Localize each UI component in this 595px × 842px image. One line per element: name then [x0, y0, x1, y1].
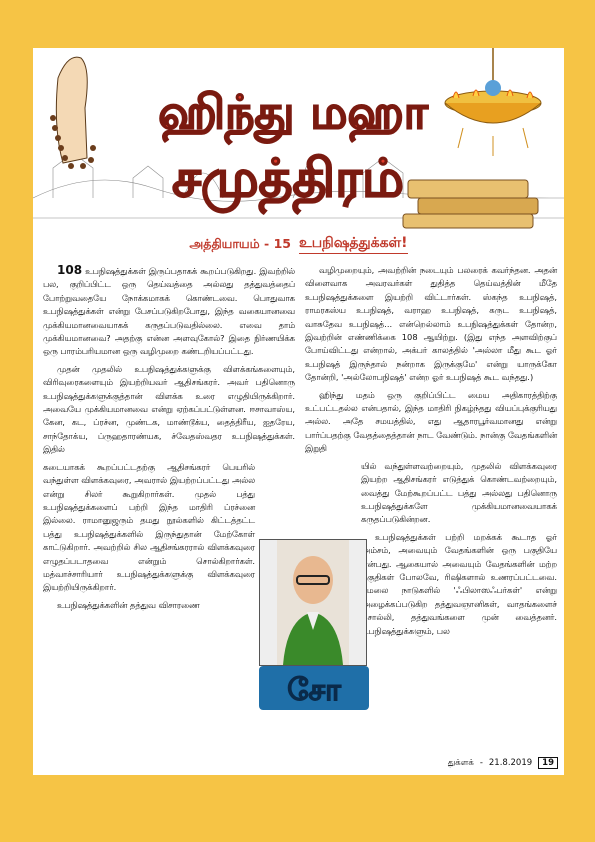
paragraph-wrap	[43, 461, 255, 612]
page-number: 19	[538, 757, 558, 769]
praying-hand-icon	[50, 57, 96, 169]
article-page	[33, 48, 564, 775]
paragraph: உபநிஷத்துக்களின் தத்துவ விசாரணை	[57, 599, 200, 610]
paragraph: 108 உபநிஷத்துக்கள் இருப்பதாகக் கூறப்படுகிறது. இவற்றில் பல, குறிப்பிட்ட ஒரு தெய்வத்தை அல்லது தத்துவத்தைப் போற்றுவதையே நோக்கமாகக் கொண்டவை. பொதுவாக உபநிஷத்துக்கள் என்று பேசப்படுகிறபோது, இந்த வகையானவை முக்கியமானவையாகக் கருதப்படுவதில்லை. எவை தாம் முக்கியமானவை? அதற்கு என்ன அளவுகோல்? இதை நிர்ணயிக்க ஒரு பாரம்பரியமான ஒரு வழிமுறை கண்டறியப்பட்டது.	[43, 263, 295, 357]
paragraph: முதன் முதலில் உபநிஷத்துக்களுக்கு விளக்கங்களையும், விரிவுரைகளையும் இயற்றியவர் ஆதிசங்கரர். அவர் பதினொரு உபநிஷத்துக்களுக்குத்தான் விளக்க உரை எழுதியிருக்கிறார். அவையே முக்கியமானவை என்று ஏற்கப்பட்டுள்ளன. ஈசாவாஸ்ய, கேன, கட, ப்ரச்ன, முண்டக, மாண்டூக்ய, தைத்திரீய, ஐதரேய, சாந்தோக்ய, ப்ருஹதாரண்யக, ச்வேதஸ்வதர உபநிஷத்துக்கள். இதில்	[43, 363, 295, 455]
lead-number: 108	[57, 263, 83, 277]
title-banner	[33, 48, 564, 233]
page-footer: துக்ளக் - 21.8.2019 19	[448, 757, 558, 769]
svg-text:சோ: சோ	[287, 673, 341, 708]
left-column	[43, 264, 295, 616]
chapter-number: அத்தியாயம் - 15	[189, 235, 291, 251]
magazine-name: துக்ளக்	[447, 757, 474, 768]
chapter-heading	[33, 234, 564, 254]
signature-logo	[259, 666, 369, 710]
paragraph: ஹிந்து மதம் ஒரு குறிப்பிட்ட மைய அதிகாரத்திற்கு உட்பட்டதல்ல என்பதால், இந்த மாதிரி நிகழ்ந்தது வியப்புக்குரியது அல்ல. அதே சமயத்தில், எது ஆதாரபூர்வமானது என்று பார்ப்பதற்கு வேதத்தைத்தான் நாட வேண்டும். நான்கு வேதங்களின் இறுதி	[305, 389, 557, 454]
paragraph: வழிமுறையும், அவற்றின் நடையும் பலரைக் கவர்ந்தன. அதன் விளைவாக அவரவர்கள் துதித்த தெய்வத்தின் மீதே உபநிஷத்துக்களை இயற்றி விட்டார்கள். ஸ்கந்த உபநிஷத், ராமரகஸ்ய உபநிஷத், வராஹ உபநிஷத், கருட உபநிஷத், வாசுதேவ உபநிஷத்... என்றெல்லாம் உபநிஷத்துக்கள் தோன்ற, இவற்றின் எண்ணிக்கை 108 ஆயிற்று. (இது எந்த அளவிற்குப் போய்விட்டது என்றால், அக்பர் காலத்தில் 'அல்லா மீது கூட ஓர் உபநிஷத் இருந்தால் நன்றாக இருக்குமே' என்று யாருக்கோ தோன்றி, 'அல்லோபநிஷத்' என்ற ஓர் உபநிஷத் கூட வந்தது.)	[305, 265, 557, 383]
paragraph: யில் வந்துள்ளவற்றையும், முதலில் விளக்கவுரை இயற்ற ஆதிசங்கரர் எடுத்துக் கொண்டவற்றையும், வைத்து மேற்கூறப்பட்ட பத்து அல்லது பதினொரு உபநிஷத்துக்களே முக்கியமானவையாகக் கருதப்படுகின்றன.	[361, 460, 557, 525]
palm-leaf-manuscripts-icon	[403, 180, 538, 228]
banner-title-line1: ஹிந்து மஹா	[158, 85, 428, 139]
author-photo	[259, 539, 367, 666]
issue-date: 21.8.2019	[488, 758, 533, 768]
chapter-title: உபநிஷத்துக்கள்!	[299, 235, 408, 254]
hanging-lamp-icon	[445, 48, 541, 156]
banner-title-line2: சமுத்திரம்	[172, 149, 404, 209]
paragraph: உபநிஷத்துக்கள் பற்றி மறக்கக் கூடாத ஓர் அம்சம், அவையும் வேதங்களின் ஒரு பகுதியே என்பது. ஆகையால் அவையும் வேதங்களின் மற்ற பகுதிகள் போலவே, ரிஷிகளால் உணரப்பட்டவை. மேலை நாடுகளில் 'ஃபிலாஸஃபர்கள்' என்று அழைக்கப்படுகிற தத்துவஞானிகள், வாதங்களைச் சொல்லி, தத்துவங்களை முன் வைத்தனர். உபநிஷத்துக்களும், பல	[361, 531, 557, 636]
paragraph: கடையாகக் கூறப்பட்டதற்கு ஆதிசங்கரர் பெயரில் வந்துள்ள விளக்கவுரை, அவரால் இயற்றப்பட்டது அல்ல என்று சிலர் கூறுகிறார்கள். முதல் பத்து உபநிஷத்துக்களைப் பற்றி இந்த மாதிரி ப்ரச்னை இல்லை. ராமானுஜரும் தமது நூல்களில் கிட்டத்தட்ட பத்து உபநிஷத்துக்களில் இருந்துதான் மேற்கோள் காட்டுகிறார். அவற்றில் சில ஆதிசங்கரரால் விளக்கவுரை எழுதப்படாதவை என்றும் சொல்கிறார்கள். மத்வாச்சாரியார் உபநிஷத்துக்களுக்கு விளக்கவுரை இயற்றியிருக்கிறார்.	[43, 461, 255, 593]
